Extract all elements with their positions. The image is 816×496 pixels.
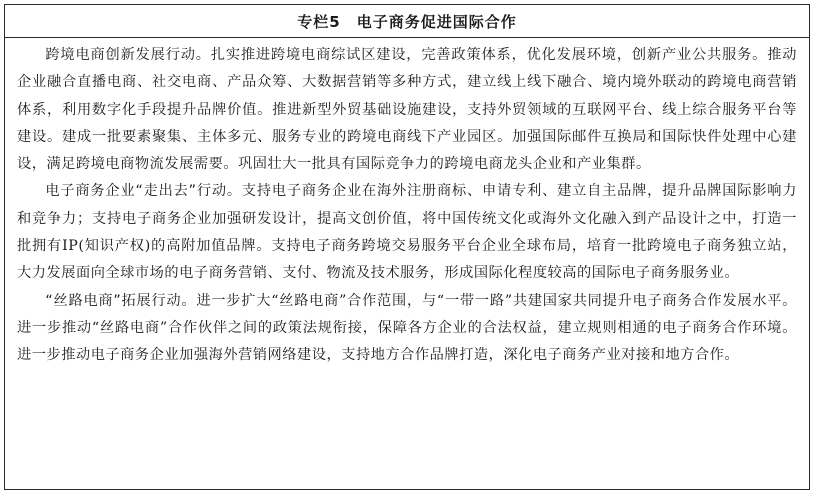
paragraph-body: 扎实推进跨境电商综试区建设，完善政策体系，优化发展环境，创新产业公共服务。推动企业融合直播电商、社交电商、产品众筹、大数据营销等多种方式，建立线上线下融合、境内境外联动的跨境电商营销体系，利用数字化手段提升品牌价值。推进新型外贸基础设施建设，支持外贸领域的互联网平台、线上综合服务平台等建设。建成一批要素聚集、主体多元、服务专业的跨境电商线下产业园区。加强国际邮件互换局和国际快件处理中心建设，满足跨境电商物流发展需要。巩固壮大一批具有国际竞争力的跨境电商龙头企业和产业集群。	[17, 47, 797, 173]
column-header	[5, 5, 809, 38]
paragraph-lead: 电子商务企业“走出去”行动。	[45, 183, 242, 200]
paragraph-cross-border	[17, 42, 797, 178]
paragraph-silk-road	[17, 288, 797, 370]
column-title: 电子商务促进国际合作	[356, 12, 517, 31]
column-label: 专栏5	[297, 12, 341, 31]
paragraph-going-global	[17, 178, 797, 287]
paragraph-lead: “丝路电商”拓展行动。	[45, 292, 197, 309]
column-content	[5, 38, 809, 370]
paragraph-lead: 跨境电商创新发展行动。	[45, 47, 211, 63]
column-box	[4, 4, 810, 490]
paragraph-body: 进一步扩大“丝路电商”合作范围，与“一带一路”共建国家共同提升电子商务合作发展水平。进一步推动“丝路电商”合作伙伴之间的政策法规衔接，保障各方企业的合法权益，建立规则相通的电子商务合作环境。进一步推动电子商务企业加强海外营销网络建设，支持地方合作品牌打造，深化电子商务产业对接和地方合作。	[17, 292, 797, 364]
paragraph-body: 支持电子商务企业在海外注册商标、申请专利、建立自主品牌，提升品牌国际影响力和竞争力；支持电子商务企业加强研发设计，提高文创价值，将中国传统文化或海外文化融入到产品设计之中，打造一批拥有IP(知识产权)的高附加值品牌。支持电子商务跨境交易服务平台企业全球布局，培育一批跨境电子商务独立站，大力发展面向全球市场的电子商务营销、支付、物流及技术服务，形成国际化程度较高的国际电子商务服务业。	[17, 183, 797, 282]
